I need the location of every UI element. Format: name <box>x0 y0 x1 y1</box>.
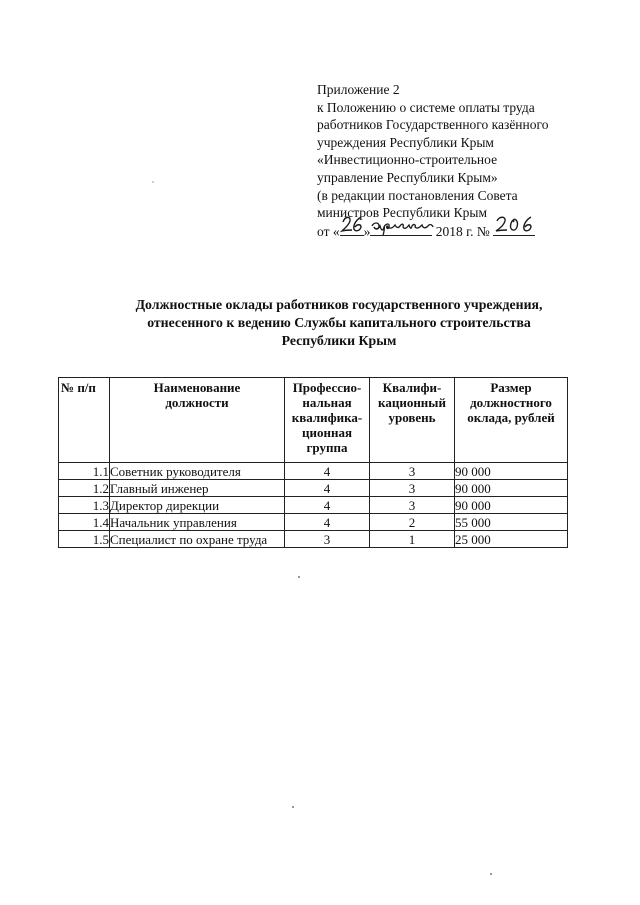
cell-position: Главный инженер <box>110 480 285 497</box>
header-qualification-group-text: Профессио-нальная квалифика-ционная группа <box>291 380 363 455</box>
handwritten-day <box>340 222 364 236</box>
decree-date-line <box>317 222 617 241</box>
cell-number: 1.4 <box>59 514 110 531</box>
header-salary-text: Размер должностного оклада, рублей <box>467 380 555 425</box>
table-row <box>59 514 568 531</box>
handwritten-month-signature <box>370 213 436 235</box>
date-prefix: от « <box>317 223 340 239</box>
handwritten-day-signature <box>340 213 366 235</box>
handwritten-number <box>493 222 535 236</box>
cell-group: 3 <box>285 531 370 548</box>
appendix-line: (в редакции постановления Совета <box>317 187 518 203</box>
cell-salary: 55 000 <box>455 514 568 531</box>
header-salary <box>455 378 568 463</box>
header-qualification-level-text: Квалифи-кационный уровень <box>378 380 446 425</box>
title-line: отнесенного к ведению Службы капитального строительства <box>147 315 531 330</box>
appendix-line: «Инвестиционно-строительное <box>317 152 498 168</box>
date-year: 2018 г. № <box>435 223 490 239</box>
table-row <box>59 463 568 480</box>
table-header-row <box>59 378 568 463</box>
cell-number: 1.1 <box>59 463 110 480</box>
cell-salary: 90 000 <box>455 480 568 497</box>
cell-salary: 90 000 <box>455 497 568 514</box>
cell-number: 1.5 <box>59 531 110 548</box>
cell-position: Начальник управления <box>110 514 285 531</box>
table-row <box>59 497 568 514</box>
document-title <box>95 296 583 350</box>
cell-position: Директор дирекции <box>110 497 285 514</box>
header-number: № п/п <box>59 378 110 463</box>
salary-table <box>58 377 568 548</box>
cell-group: 4 <box>285 514 370 531</box>
appendix-line: к Положению о системе оплаты труда <box>317 99 535 115</box>
appendix-line: учреждения Республики Крым <box>317 134 494 150</box>
header-qualification-level <box>370 378 455 463</box>
cell-level: 3 <box>370 463 455 480</box>
title-line: Должностные оклады работников государственного учреждения, <box>135 297 543 312</box>
header-position <box>110 378 285 463</box>
appendix-line: управление Республики Крым» <box>317 169 498 185</box>
cell-group: 4 <box>285 480 370 497</box>
header-position-text: Наименование должности <box>153 380 241 410</box>
scan-speck <box>490 873 492 875</box>
date-mid: » <box>363 223 371 239</box>
cell-number: 1.3 <box>59 497 110 514</box>
cell-level: 1 <box>370 531 455 548</box>
cell-level: 3 <box>370 480 455 497</box>
scan-speck <box>292 806 294 808</box>
table-row <box>59 531 568 548</box>
table-row <box>59 480 568 497</box>
appendix-header <box>317 81 617 240</box>
appendix-line: министров Республики Крым <box>317 205 487 221</box>
cell-level: 2 <box>370 514 455 531</box>
cell-group: 4 <box>285 497 370 514</box>
handwritten-number-signature <box>493 213 539 235</box>
cell-number: 1.2 <box>59 480 110 497</box>
handwritten-month <box>370 222 432 236</box>
appendix-line: Приложение 2 <box>317 82 400 97</box>
scan-speck <box>152 181 154 183</box>
appendix-line: работников Государственного казённого <box>317 117 549 133</box>
cell-group: 4 <box>285 463 370 480</box>
cell-position: Специалист по охране труда <box>110 531 285 548</box>
cell-salary: 90 000 <box>455 463 568 480</box>
cell-position: Советник руководителя <box>110 463 285 480</box>
header-qualification-group <box>285 378 370 463</box>
cell-salary: 25 000 <box>455 531 568 548</box>
title-line: Республики Крым <box>281 333 397 348</box>
cell-level: 3 <box>370 497 455 514</box>
scan-speck <box>298 576 300 578</box>
